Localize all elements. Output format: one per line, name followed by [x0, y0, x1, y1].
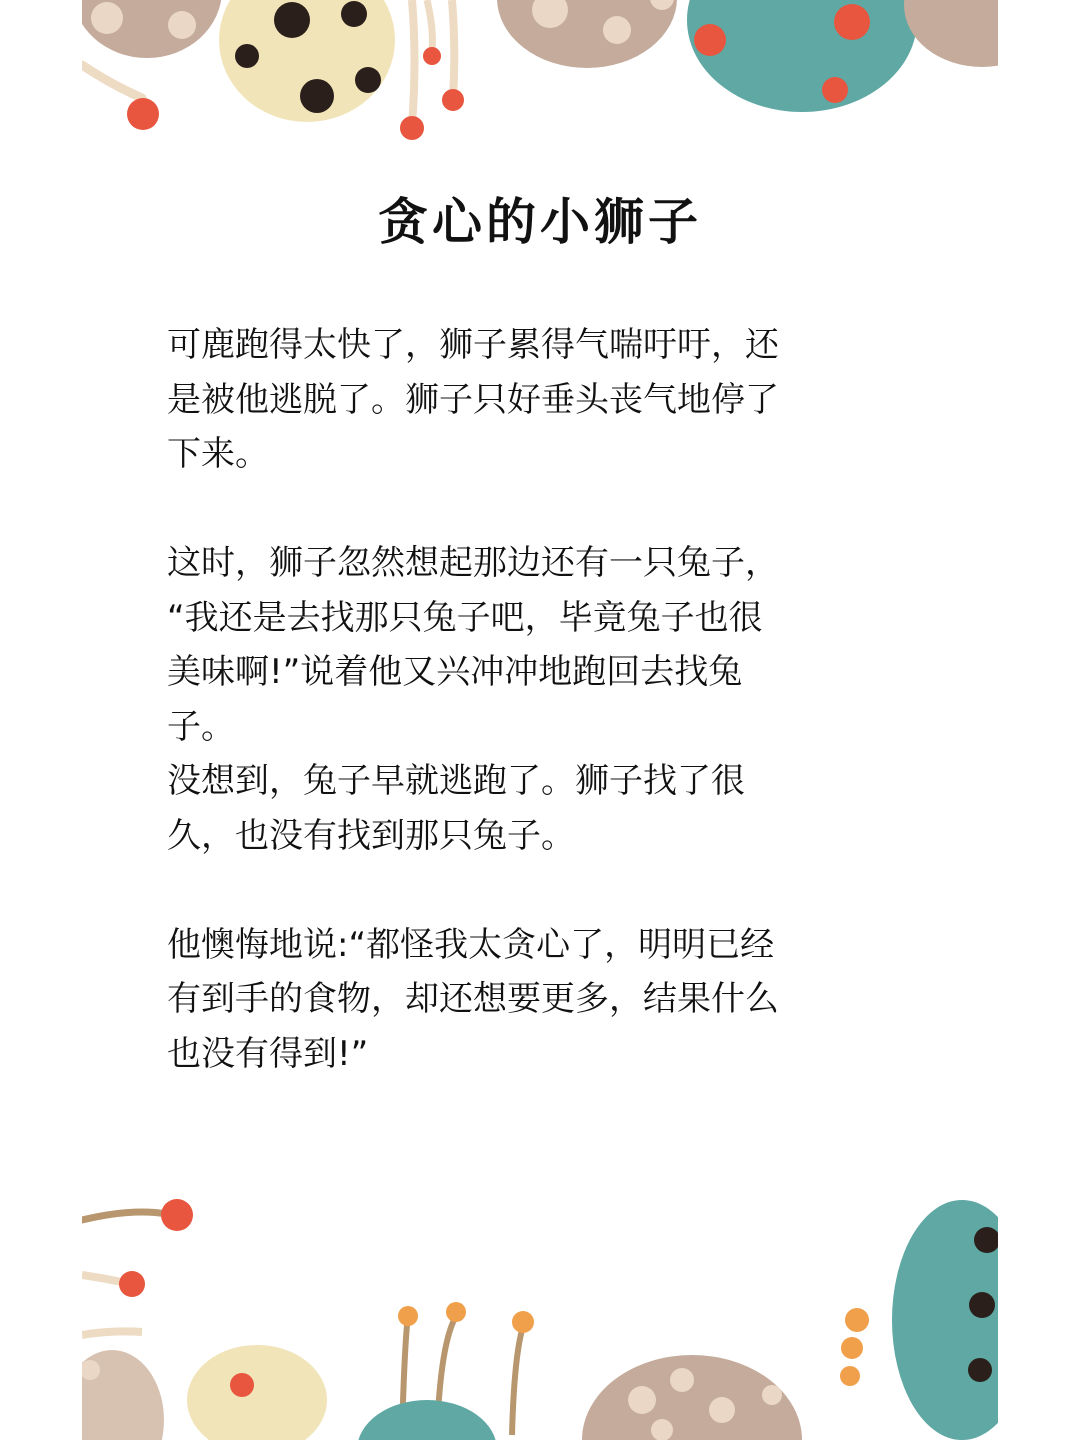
paragraph-gap — [167, 863, 897, 918]
flower-bud — [841, 1337, 863, 1359]
text-line: 他懊悔地说:“都怪我太贪心了，明明已经 — [167, 924, 775, 965]
stem — [452, 0, 454, 98]
egg-spot — [628, 1386, 656, 1414]
text-line: 没想到，兔子早就逃跑了。狮子找了很 — [167, 761, 745, 801]
story-body — [167, 318, 897, 1081]
egg-spot — [822, 77, 848, 103]
stem-tip — [161, 1199, 193, 1231]
tan-egg — [904, 0, 998, 67]
egg-spot — [603, 16, 631, 44]
stem — [82, 1212, 167, 1220]
egg-spot — [834, 4, 870, 40]
stem-tip — [512, 1311, 534, 1333]
text-line: 可鹿跑得太快了，狮子累得气喘吁吁，还 — [167, 325, 779, 365]
beige-egg — [187, 1345, 327, 1440]
top-decoration-illustration — [82, 0, 998, 150]
stem — [82, 65, 142, 98]
text-line: 有到手的食物，却还想要更多，结果什么 — [167, 979, 779, 1019]
stem-tip — [400, 116, 424, 140]
egg-spot — [651, 1419, 673, 1440]
egg-spot — [694, 24, 726, 56]
text-line: 久，也没有找到那只兔子。 — [167, 815, 575, 856]
egg-spot — [300, 79, 334, 113]
flower-bud — [845, 1308, 869, 1332]
paragraph — [167, 918, 897, 1082]
teal-egg — [357, 1400, 497, 1440]
egg-spot — [91, 2, 123, 34]
stem-tip — [442, 89, 464, 111]
paragraph — [167, 318, 897, 482]
story-title: 贪心的小狮子 — [378, 193, 702, 251]
egg-spot — [168, 11, 196, 39]
text-line: 子。 — [167, 706, 235, 747]
text-line: 这时，狮子忽然想起那边还有一只兔子， — [167, 543, 779, 583]
stem-tip — [127, 98, 159, 130]
egg-spot — [762, 1385, 782, 1405]
egg-spot — [274, 2, 310, 38]
text-line: 美味啊!”说着他又兴冲冲地跑回去找兔 — [167, 652, 743, 692]
stem — [82, 1331, 142, 1335]
text-line: “我还是去找那只兔子吧，毕竟兔子也很 — [167, 597, 763, 638]
stem — [82, 1275, 122, 1282]
bottom-decoration-illustration — [82, 1180, 998, 1440]
stem-tip — [446, 1302, 466, 1322]
egg-spot — [709, 1397, 735, 1423]
egg-spot — [230, 1373, 254, 1397]
stem — [412, 0, 415, 125]
paragraph — [167, 536, 897, 863]
stem — [427, 0, 432, 50]
bottom-decoration — [82, 1180, 998, 1440]
stem — [512, 1330, 522, 1435]
egg-spot — [235, 44, 259, 68]
text-line: 也没有得到!” — [167, 1033, 369, 1074]
stem-tip — [423, 47, 441, 65]
top-decoration — [82, 0, 998, 150]
egg-spot — [969, 1292, 995, 1318]
text-line: 下来。 — [167, 434, 269, 474]
egg-spot — [355, 67, 381, 93]
text-line: 是被他逃脱了。狮子只好垂头丧气地停了 — [167, 379, 779, 420]
egg-spot — [341, 1, 367, 27]
stem-tip — [398, 1306, 418, 1326]
tan-egg — [497, 0, 677, 68]
teal-egg — [687, 0, 917, 112]
egg-spot — [968, 1358, 992, 1382]
flower-bud — [840, 1366, 860, 1386]
paragraph-gap — [167, 482, 897, 537]
stem-tip — [119, 1271, 145, 1297]
egg-spot — [670, 1368, 694, 1392]
